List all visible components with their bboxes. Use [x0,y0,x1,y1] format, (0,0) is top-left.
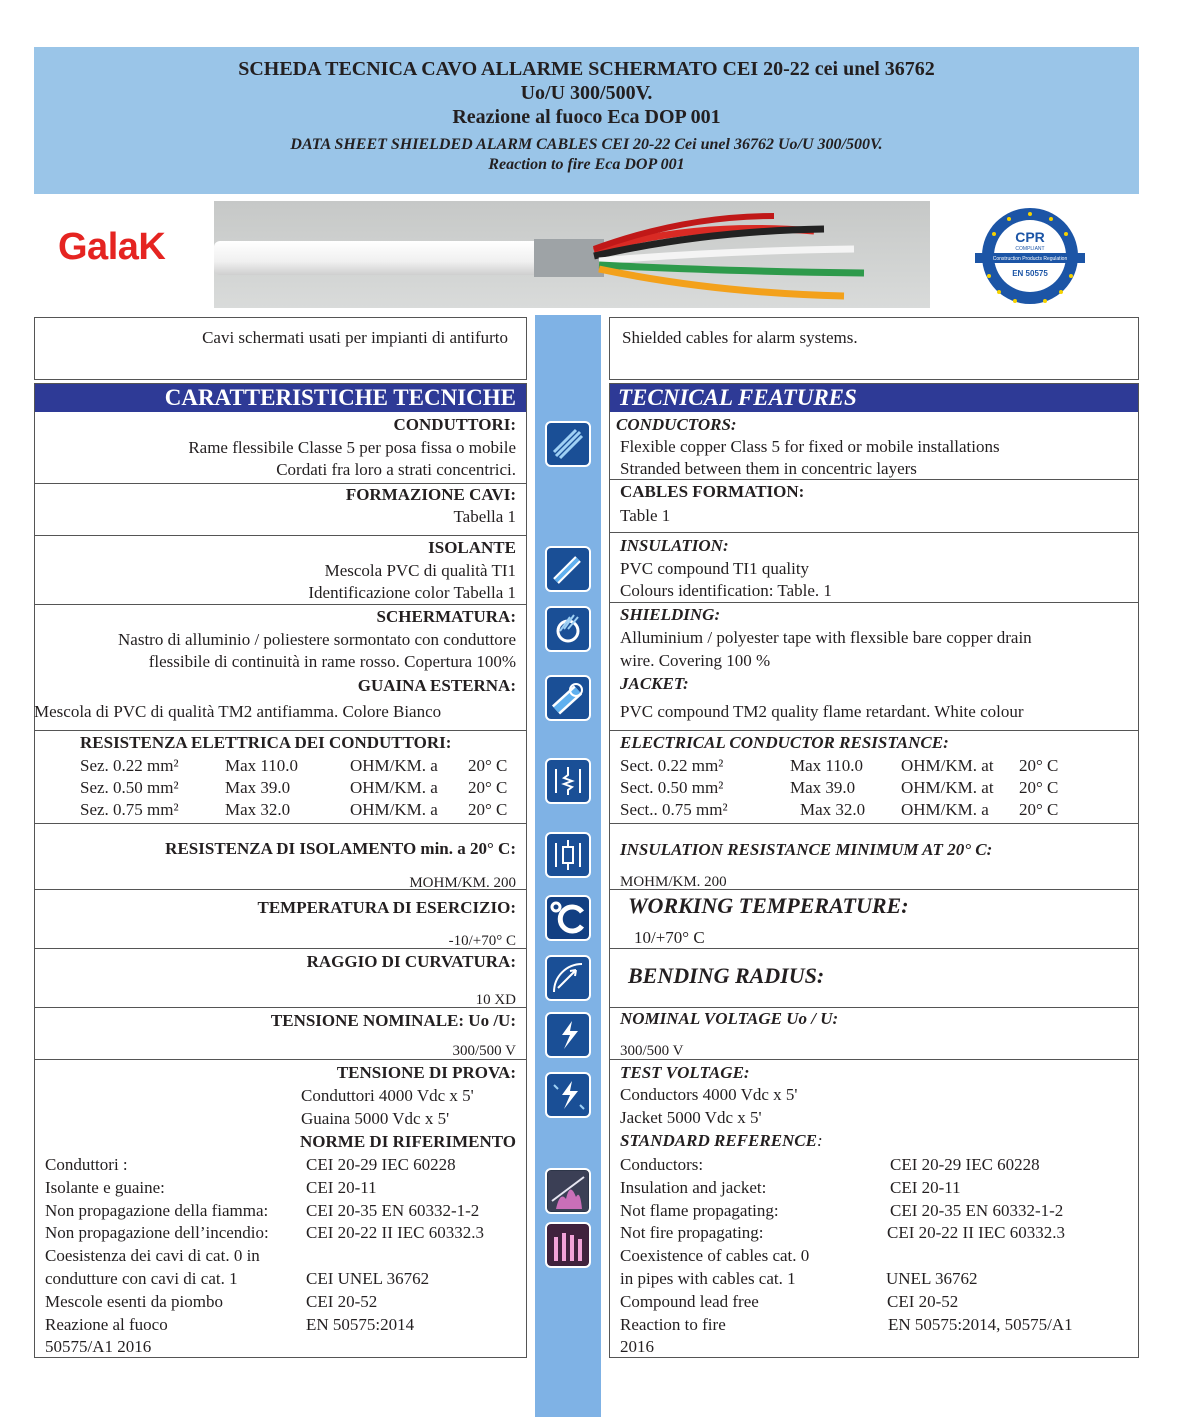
norm-value: CEI 20-52 [887,1291,959,1311]
cpr-compliant-text: COMPLIANT [1015,246,1045,252]
intro-box-en [609,317,1139,380]
resistance-title-en: ELECTRICAL CONDUCTOR RESISTANCE: [620,733,949,752]
cpr-band-text: Construction Products Regulation [992,256,1068,262]
temp-value-it: -10/+70° C [448,933,516,949]
norm-value: CEI UNEL 36762 [306,1268,430,1288]
ins-res-value-en: MOHM/KM. 200 [620,874,727,890]
title-line-3: Reazione al fuoco Eca DOP 001 [452,106,721,128]
norm-row-en [620,1291,1130,1314]
norm-row-en [620,1314,1130,1337]
jacket-title-en: JACKET: [620,674,689,693]
norm-key: Not flame propagating: [620,1200,779,1220]
left-column [34,383,527,1358]
norm-key: Insulation and jacket: [620,1177,767,1197]
norm-key: Not fire propagating: [620,1223,764,1243]
shield-title-it: SCHERMATURA: [376,607,516,626]
res-sec: Sect.. 0.75 mm² [620,800,728,819]
norm-row-it [45,1336,515,1359]
conductors-line2-it: Cordati fra loro a strati concentrici. [276,460,516,479]
shield-line1-it: Nastro di alluminio / poliestere sormontato con conduttore [118,630,516,649]
norm-value: CEI 20-22 II IEC 60332.3 [887,1223,1066,1243]
conductors-line1-en: Flexible copper Class 5 for fixed or mobile installations [620,437,1000,456]
norm-row-it [45,1291,515,1314]
norm-value: CEI 20-29 IEC 60228 [890,1155,1040,1174]
res-max: Max 32.0 [800,800,866,819]
resistance-row-it [80,799,520,821]
intro-text-it: Cavi schermati usati per impianti di antifurto [202,328,508,347]
norms-title-it: NORME DI RIFERIMENTO [300,1132,516,1151]
norm-row-en [620,1336,1130,1359]
res-temp: 20° C [468,778,508,797]
resistance-row-it [80,755,520,777]
test-line1-it: Conduttori 4000 Vdc x 5' [301,1086,474,1105]
resistance-row-en [620,777,1130,799]
ins-res-title-it: RESISTENZA DI ISOLAMENTO min. a 20° C: [165,839,516,858]
subtitle-line-1: DATA SHEET SHIELDED ALARM CABLES CEI 20-22 Cei unel 36762 Uo/U 300/500V. [290,136,883,153]
test-title-it: TENSIONE DI PROVA: [336,1063,516,1082]
norm-row-en [620,1222,1130,1245]
resistance-table-en [620,755,1130,821]
conductors-line2-en: Stranded between them in concentric layers [620,459,917,478]
norm-row-it [45,1200,515,1223]
jacket-line1-en: PVC compound TM2 quality flame retardant. White colour [620,702,1024,721]
shield-line2-en: wire. Covering 100 % [620,651,771,670]
bending-radius-icon [545,955,591,1001]
voltage-value-it: 300/500 V [452,1043,516,1059]
norm-key: 50575/A1 2016 [45,1337,152,1357]
test-line2-it: Guaina 5000 Vdc x 5' [301,1109,450,1128]
jacket-line1-it: Mescola di PVC di qualità TM2 antifiamma. Colore Bianco [34,702,442,721]
res-unit: OHM/KM. a [350,800,438,819]
cpr-text: CPR [1015,229,1045,245]
norm-key: Coesistenza dei cavi di cat. 0 in [45,1246,260,1266]
norm-row-en [620,1245,1130,1268]
res-temp: 20° C [1019,778,1059,797]
intro-text-en: Shielded cables for alarm systems. [622,328,858,347]
norm-row-en [620,1154,1130,1177]
section-header-en: TECNICAL FEATURES [610,384,1138,412]
norm-value: CEI 20-22 II IEC 60332.3 [306,1223,485,1243]
res-sec: Sect. 0.50 mm² [620,778,724,797]
formation-value-it: Tabella 1 [453,507,516,526]
subtitle-line-2: Reaction to fire Eca DOP 001 [488,156,685,173]
galak-logo: GalaK [58,226,166,268]
insulation-line1-en: PVC compound TI1 quality [620,559,810,578]
norms-title-text: STANDARD REFERENCE [620,1131,817,1150]
norm-row-en [620,1200,1130,1223]
res-sec: Sez. 0.75 mm² [80,800,179,819]
norm-value: CEI 20-11 [306,1177,377,1197]
test-title-en: TEST VOLTAGE: [620,1063,750,1082]
bend-title-en: BENDING RADIUS: [628,963,825,988]
conductors-title-it: CONDUTTORI: [393,415,516,434]
ins-res-value-it: MOHM/KM. 200 [409,875,516,891]
norm-key: Coexistence of cables cat. 0 [620,1246,810,1266]
shield-title-en: SHIELDING: [620,605,721,624]
sheathed-cable-icon [545,675,591,721]
norm-row-it [45,1268,515,1291]
shield-line1-en: Alluminium / polyester tape with flexsible bare copper drain [620,628,1032,647]
cpr-compliant-badge [973,206,1087,306]
right-column [609,383,1139,1358]
norm-key: 2016 [620,1337,654,1357]
insulated-wire-icon [545,546,591,592]
shield-line2-it: flessibile di continuità in rame rosso. Copertura 100% [148,652,516,671]
norm-key: Non propagazione della fiamma: [45,1200,269,1220]
res-sec: Sect. 0.22 mm² [620,756,724,775]
res-temp: 20° C [1019,756,1059,775]
norm-value: CEI 20-11 [890,1177,961,1197]
norm-key: Conductors: [620,1155,704,1174]
norm-key: Compound lead free [620,1291,759,1311]
title-line-1: SCHEDA TECNICA CAVO ALLARME SCHERMATO CEI 20-22 cei unel 36762 [238,58,935,80]
flame-test-icon [545,1168,591,1214]
insulation-line2-it: Identificazione color Tabella 1 [308,583,516,602]
norms-list-it [45,1154,515,1359]
voltage-value-en: 300/500 V [620,1043,684,1059]
res-temp: 20° C [1019,800,1059,819]
resistance-row-it [80,777,520,799]
norm-key: Conduttori : [45,1155,128,1174]
temperature-icon [545,895,591,941]
res-unit: OHM/KM. a [350,778,438,797]
res-max: Max 110.0 [790,756,864,775]
insulation-line2-en: Colours identification: Table. 1 [620,581,832,600]
temp-value-en: 10/+70° C [634,928,705,947]
insulation-line1-it: Mescola PVC di qualità TI1 [324,561,516,580]
res-unit: OHM/KM. a [350,756,438,775]
norm-row-en [620,1268,1130,1291]
conductors-title-en: CONDUCTORS: [616,415,737,434]
resistance-title-it: RESISTENZA ELETTRICA DEI CONDUTTORI: [80,733,452,752]
formation-title-it: FORMAZIONE CAVI: [345,485,516,504]
res-sec: Sez. 0.50 mm² [80,778,179,797]
res-temp: 20° C [468,756,508,775]
norm-value: CEI 20-35 EN 60332-1-2 [890,1200,1064,1220]
formation-value-en: Table 1 [620,506,671,525]
res-sec: Sez. 0.22 mm² [80,756,179,775]
res-max: Max 39.0 [225,778,291,797]
cable-photo [214,201,930,308]
conductor-strand-icon [545,421,591,467]
voltage-icon [545,1012,591,1058]
fire-test-icon [545,1222,591,1268]
norms-title-en [620,1130,823,1152]
test-voltage-icon [545,1072,591,1118]
norm-value: EN 50575:2014, 50575/A1 [888,1314,1073,1334]
conductors-line1-it: Rame flessibile Classe 5 per posa fissa o mobile [188,438,516,457]
res-max: Max 110.0 [225,756,299,775]
norm-row-it [45,1222,515,1245]
title-line-2: Uo/U 300/500V. [520,82,653,104]
resistance-row-en [620,755,1130,777]
norm-key: Reaction to fire [620,1314,726,1334]
norm-key: condutture con cavi di cat. 1 [45,1268,238,1288]
temp-title-it: TEMPERATURA DI ESERCIZIO: [257,898,516,917]
res-unit: OHM/KM. a [901,800,989,819]
ins-res-title-en: INSULATION RESISTANCE MINIMUM AT 20° C: [620,840,993,859]
header-banner [34,47,1139,194]
norm-value: UNEL 36762 [886,1268,978,1288]
norm-row-it [45,1314,515,1337]
norm-key: in pipes with cables cat. 1 [620,1268,796,1288]
norm-value: CEI 20-29 IEC 60228 [306,1155,456,1174]
bend-value-it: 10 XD [475,992,516,1008]
norm-row-en [620,1177,1130,1200]
norm-key: Mescole esenti da piombo [45,1291,223,1311]
norm-row-it [45,1177,515,1200]
resistance-row-en [620,799,1130,821]
res-temp: 20° C [468,800,508,819]
insulation-title-it: ISOLANTE [428,538,516,557]
cpr-standard-text: EN 50575 [1012,269,1048,278]
resistance-icon [545,758,591,804]
temp-title-en: WORKING TEMPERATURE: [628,893,909,918]
norm-key: Isolante e guaine: [45,1177,165,1197]
test-line2-en: Jacket 5000 Vdc x 5' [620,1108,762,1127]
norm-row-it [45,1245,515,1268]
norm-key: Reazione al fuoco [45,1314,168,1334]
bend-title-it: RAGGIO DI CURVATURA: [306,952,516,971]
resistance-table-it [80,755,520,821]
norm-key: Non propagazione dell’incendio: [45,1223,269,1243]
insulation-resistance-icon [545,832,591,878]
norm-row-it [45,1154,515,1177]
norm-value: CEI 20-35 EN 60332-1-2 [306,1200,480,1220]
intro-box-it [34,317,527,380]
formation-title-en: CABLES FORMATION: [620,482,805,501]
norm-value: EN 50575:2014 [306,1314,415,1334]
test-line1-en: Conductors 4000 Vdc x 5' [620,1085,798,1104]
norms-list-en [620,1154,1130,1359]
section-header-it: CARATTERISTICHE TECNICHE [35,384,526,412]
shielded-cable-icon [545,606,591,652]
res-max: Max 32.0 [225,800,291,819]
norms-title-colon: : [817,1131,823,1150]
norm-value: CEI 20-52 [306,1291,378,1311]
insulation-title-en: INSULATION: [620,536,729,555]
res-max: Max 39.0 [790,778,856,797]
res-unit: OHM/KM. at [901,756,994,775]
jacket-title-it: GUAINA ESTERNA: [357,676,516,695]
voltage-title-en: NOMINAL VOLTAGE Uo / U: [620,1009,839,1028]
res-unit: OHM/KM. at [901,778,994,797]
voltage-title-it: TENSIONE NOMINALE: Uo /U: [270,1011,516,1030]
